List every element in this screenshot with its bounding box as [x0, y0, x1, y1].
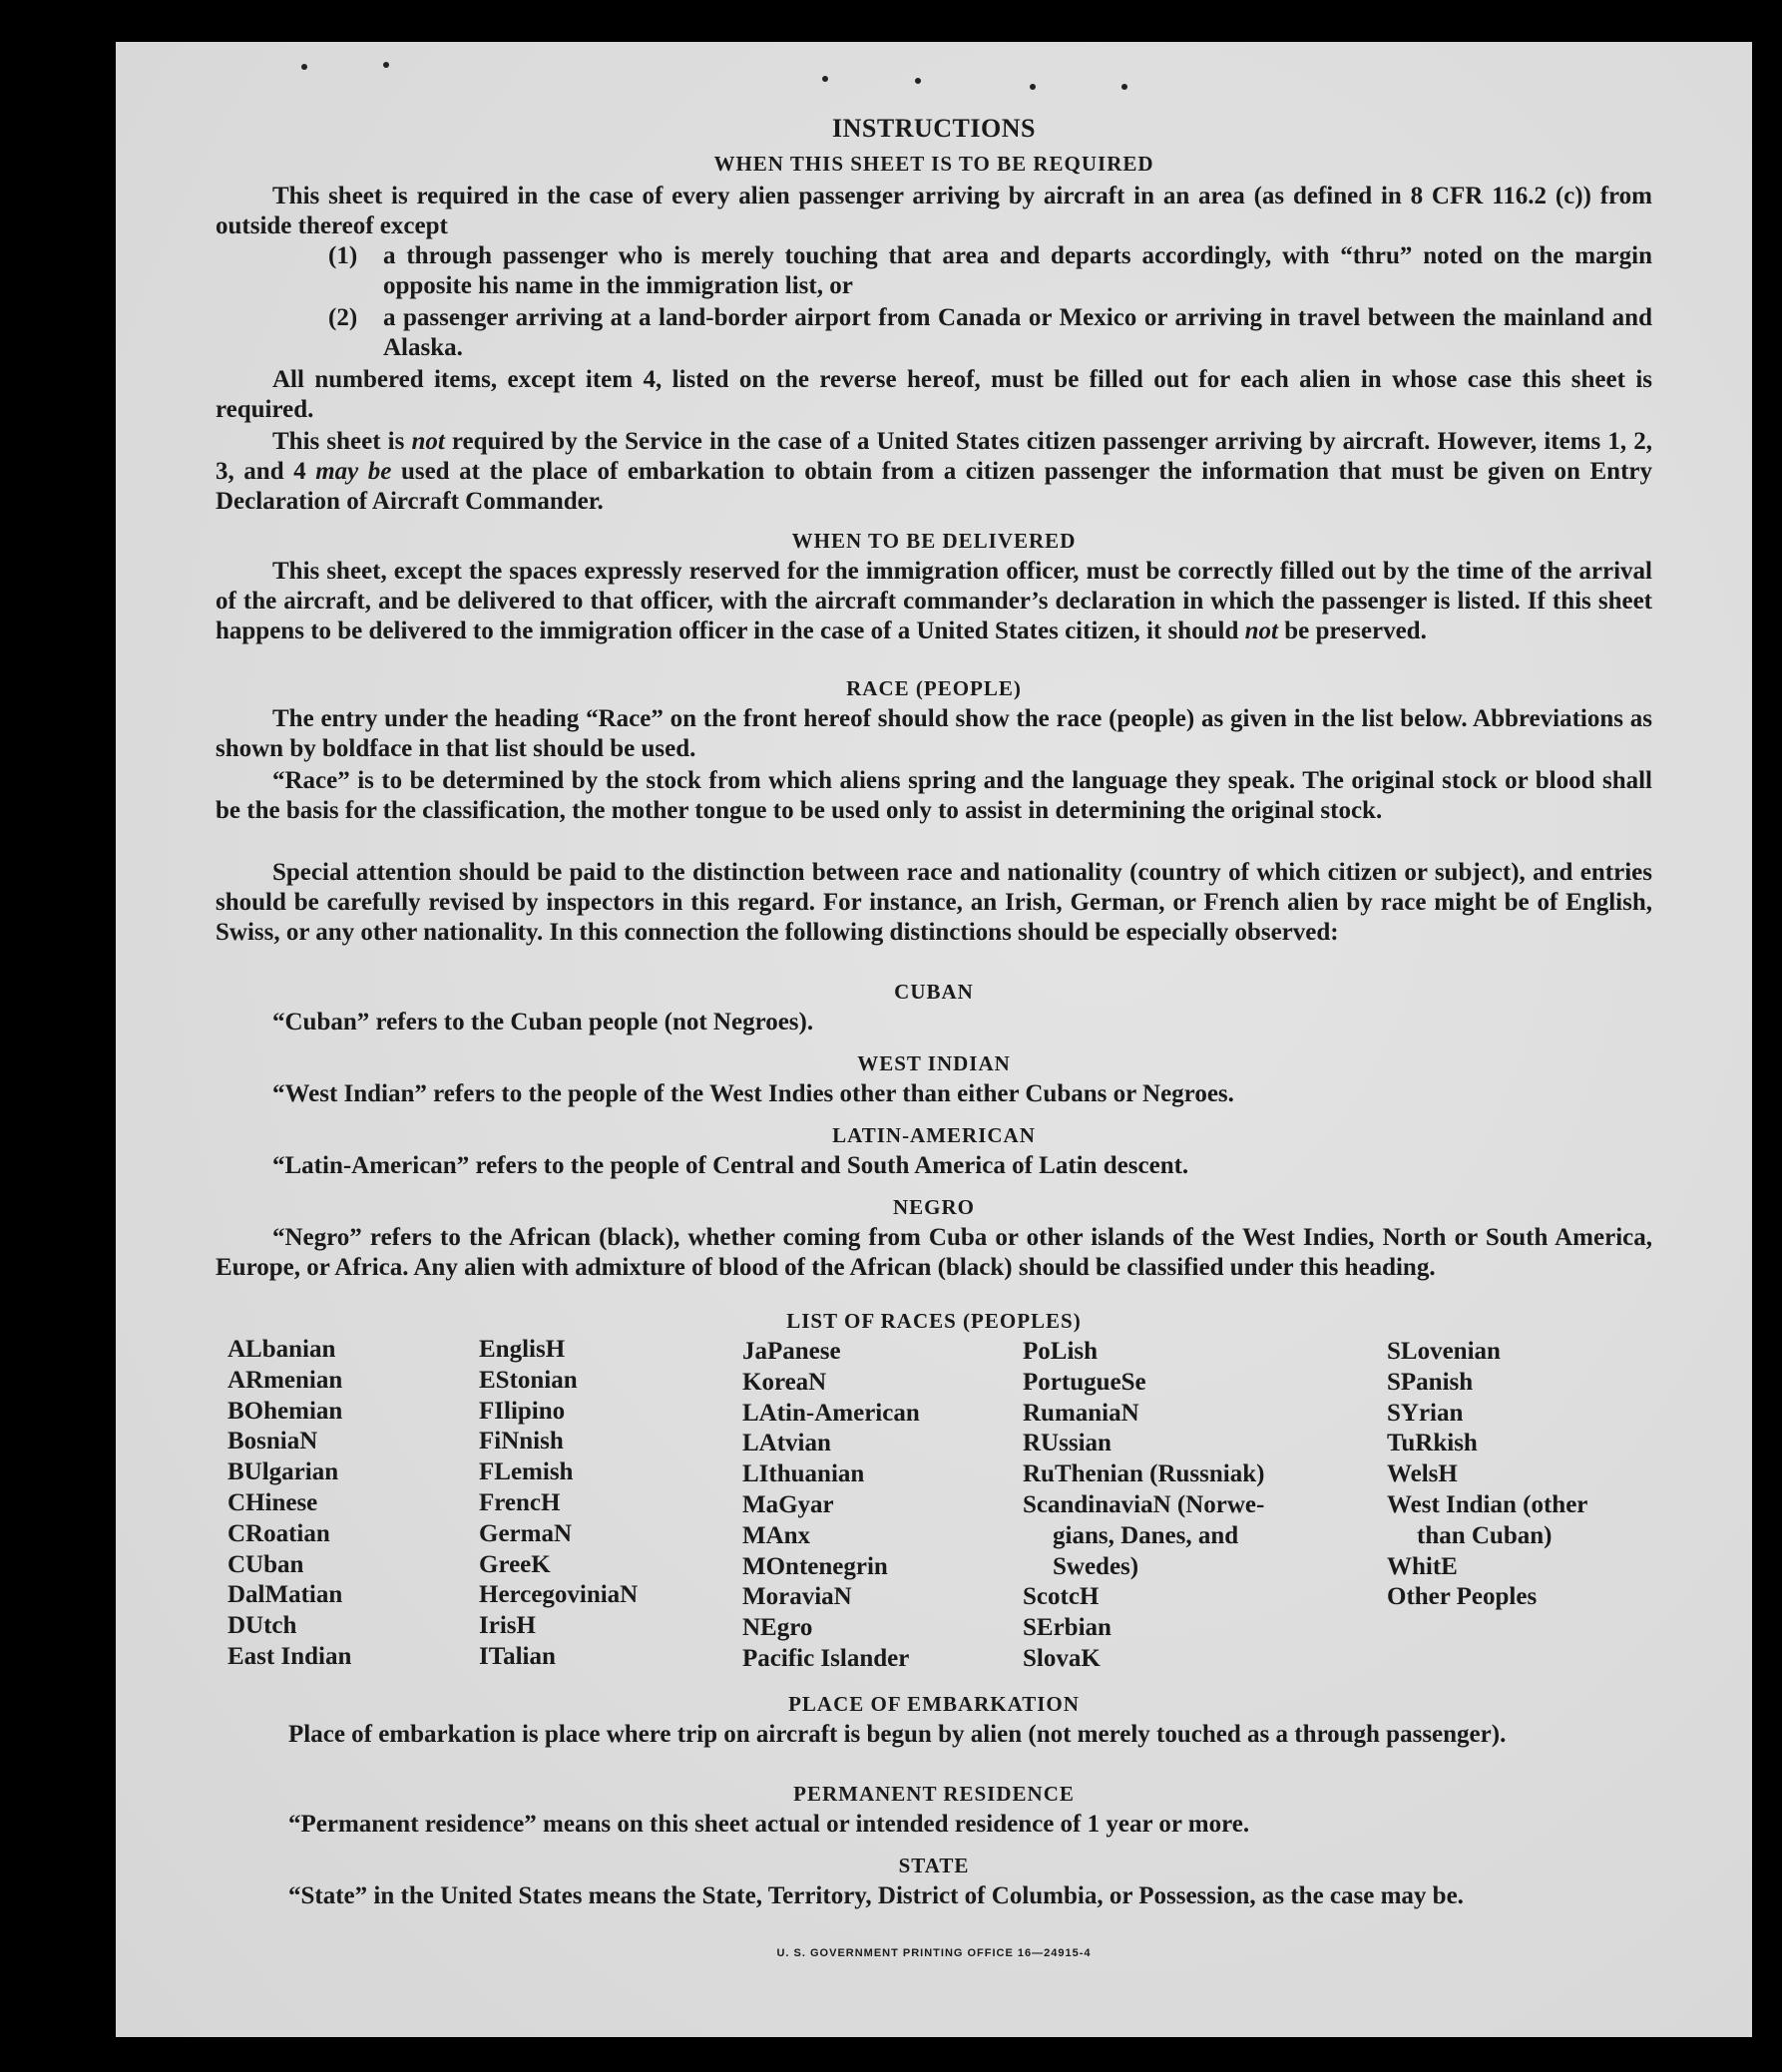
- document-page: [116, 42, 1752, 2037]
- race-item: MOntenegrin: [742, 1552, 888, 1580]
- text-permanent-residence: “Permanent residence” means on this sheet actual or intended residence of 1 year or more.: [288, 1811, 1250, 1838]
- race-item: MaGyar: [742, 1490, 834, 1518]
- item-1-text: a through passenger who is merely touching that area and departs accordingly, with “thru” noted on the margin opposite his name in the immigration list, or: [383, 242, 1652, 299]
- race-column-1: [227, 1335, 351, 1673]
- text-latin-american: “Latin-American” refers to the people of Central and South America of Latin descent.: [272, 1152, 1189, 1179]
- race-item: TuRkish: [1387, 1430, 1478, 1457]
- race-item: than Cuban): [1417, 1521, 1553, 1549]
- race-item: CHinese: [227, 1488, 318, 1516]
- item-number-2: (2): [328, 304, 358, 331]
- heading-list-of-races: LIST OF RACES (PEOPLES): [786, 1309, 1082, 1333]
- race-item: WelsH: [1387, 1460, 1458, 1488]
- race-item: LIthuanian: [742, 1460, 865, 1488]
- race-item: RuThenian (Russniak): [1023, 1460, 1265, 1488]
- heading-place-of-embarkation: PLACE OF EMBARKATION: [788, 1692, 1080, 1716]
- paragraph-race-nationality: Special attention should be paid to the distinction between race and nationality (country of which citizen or subject), and entries should be carefully revised by inspectors in this regard. For instance, an Irish, German, or French alien by race might be of English, Swiss, or any other nationality. In this connection the following distinctions should be especially observed:: [216, 859, 1652, 946]
- paragraph-delivered: This sheet, except the spaces expressly reserved for the immigration officer, must be correctly filled out by the time of the arrival of the aircraft, and be delivered to that officer, with the aircraft commander’s declaration in which the passenger is listed. If this sheet happens to be delivered to the immigration officer in the case of a United States citizen, it should not be preserved.: [216, 558, 1652, 644]
- race-item: gians, Danes, and: [1053, 1521, 1239, 1549]
- race-column-5: [1387, 1337, 1587, 1613]
- race-item: BOhemian: [227, 1397, 343, 1425]
- race-item: EStonian: [479, 1366, 578, 1394]
- punch-mark: [915, 78, 921, 84]
- race-item: FiNnish: [479, 1428, 564, 1455]
- race-item: WhitE: [1387, 1552, 1458, 1580]
- text-west-indian: “West Indian” refers to the people of the West Indies other than either Cubans or Negroes.: [272, 1080, 1234, 1107]
- race-item: Other Peoples: [1387, 1583, 1538, 1611]
- race-item: Swedes): [1053, 1552, 1139, 1580]
- page-title: INSTRUCTIONS: [832, 114, 1036, 143]
- race-item: GermaN: [479, 1519, 573, 1547]
- punch-mark: [1030, 84, 1036, 90]
- punch-mark: [383, 62, 389, 68]
- race-item: SErbian: [1023, 1614, 1112, 1642]
- item-number-1: (1): [328, 242, 358, 269]
- item-2-text: a passenger arriving at a land-border airport from Canada or Mexico or arriving in travel between the mainland and Alaska.: [383, 304, 1652, 361]
- race-item: GreeK: [479, 1550, 551, 1578]
- race-item: SlovaK: [1023, 1644, 1101, 1672]
- race-item: CUban: [227, 1550, 304, 1578]
- race-item: BUlgarian: [227, 1458, 339, 1486]
- heading-state: STATE: [898, 1854, 970, 1877]
- punch-mark: [1121, 84, 1127, 90]
- heading-latin-american: LATIN-AMERICAN: [832, 1123, 1036, 1147]
- race-item: LAtvian: [742, 1430, 831, 1457]
- race-item: JaPanese: [742, 1338, 841, 1365]
- race-item: LAtin-American: [742, 1399, 920, 1427]
- race-item: MoraviaN: [742, 1583, 852, 1611]
- section-heading-race: RACE (PEOPLE): [846, 676, 1022, 700]
- text-negro: “Negro” refers to the African (black), whether coming from Cuba or other islands of the West Indies, North or South America, Europe, or Africa. Any alien with admixture of blood of the African (black) should be classified under this heading.: [216, 1224, 1652, 1281]
- race-column-3: [742, 1337, 920, 1675]
- race-item: IrisH: [479, 1612, 536, 1640]
- text-place-of-embarkation: Place of embarkation is place where trip on aircraft is begun by alien (not merely touched as a through passenger).: [288, 1721, 1507, 1748]
- race-column-4: [1023, 1337, 1264, 1675]
- race-item: ALbanian: [227, 1336, 336, 1363]
- race-item: SYrian: [1387, 1399, 1464, 1427]
- race-item: FIlipino: [479, 1397, 566, 1425]
- race-item: ITalian: [479, 1642, 556, 1670]
- race-item: FrencH: [479, 1488, 561, 1516]
- paragraph-required: This sheet is required in the case of every alien passenger arriving by aircraft in an area (as defined in 8 CFR 116.2 (c)) from outside thereof except: [216, 183, 1652, 239]
- race-item: Pacific Islander: [742, 1644, 910, 1672]
- paragraph-race-stock: “Race” is to be determined by the stock from which aliens spring and the language they speak. The original stock or blood shall be the basis for the classification, the mother tongue to be used only to assist in determining the original stock.: [216, 767, 1652, 824]
- race-item: ScandinaviaN (Norwe-: [1023, 1490, 1265, 1518]
- punch-mark: [301, 64, 307, 70]
- heading-west-indian: WEST INDIAN: [857, 1051, 1011, 1075]
- race-item: DalMatian: [227, 1581, 343, 1609]
- race-column-2: [479, 1335, 638, 1673]
- paragraph-race-entry: The entry under the heading “Race” on the front hereof should show the race (people) as given in the list below. Abbreviations as shown by boldface in that list should be used.: [216, 705, 1652, 762]
- race-item: MAnx: [742, 1521, 811, 1549]
- race-item: NEgro: [742, 1614, 813, 1642]
- heading-cuban: CUBAN: [894, 980, 974, 1004]
- race-item: EnglisH: [479, 1336, 566, 1363]
- race-item: PoLish: [1023, 1338, 1099, 1365]
- race-item: DUtch: [227, 1612, 297, 1640]
- race-item: CRoatian: [227, 1519, 330, 1547]
- race-item: SLovenian: [1387, 1338, 1501, 1365]
- paragraph-citizen: This sheet is not required by the Service in the case of a United States citizen passenger arriving by aircraft. However, items 1, 2, 3, and 4 may be used at the place of embarkation to obtain from a citizen passenger the information that must be given on Entry Declaration of Aircraft Commander.: [216, 428, 1652, 515]
- race-item: PortugueSe: [1023, 1368, 1146, 1396]
- race-item: ARmenian: [227, 1366, 343, 1394]
- paragraph-numbered-items: All numbered items, except item 4, listed on the reverse hereof, must be filled out for each alien in whose case this sheet is required.: [216, 366, 1652, 423]
- section-heading-delivered: WHEN TO BE DELIVERED: [791, 529, 1077, 553]
- text-state: “State” in the United States means the State, Territory, District of Columbia, or Possession, as the case may be.: [288, 1882, 1464, 1909]
- race-item: SPanish: [1387, 1368, 1474, 1396]
- punch-mark: [822, 76, 828, 82]
- race-item: RUssian: [1023, 1430, 1112, 1457]
- text-cuban: “Cuban” refers to the Cuban people (not Negroes).: [272, 1009, 814, 1036]
- race-item: East Indian: [227, 1642, 352, 1670]
- race-item: KoreaN: [742, 1368, 827, 1396]
- printing-office-footer: U. S. GOVERNMENT PRINTING OFFICE 16—24915-4: [776, 1947, 1092, 1959]
- race-item: West Indian (other: [1387, 1490, 1588, 1518]
- race-item: RumaniaN: [1023, 1399, 1139, 1427]
- section-heading-required: WHEN THIS SHEET IS TO BE REQUIRED: [713, 152, 1154, 176]
- race-item: BosniaN: [227, 1428, 318, 1455]
- heading-negro: NEGRO: [892, 1195, 975, 1219]
- race-item: FLemish: [479, 1458, 574, 1486]
- race-item: HercegoviniaN: [479, 1581, 639, 1609]
- heading-permanent-residence: PERMANENT RESIDENCE: [793, 1782, 1075, 1806]
- race-item: ScotcH: [1023, 1583, 1100, 1611]
